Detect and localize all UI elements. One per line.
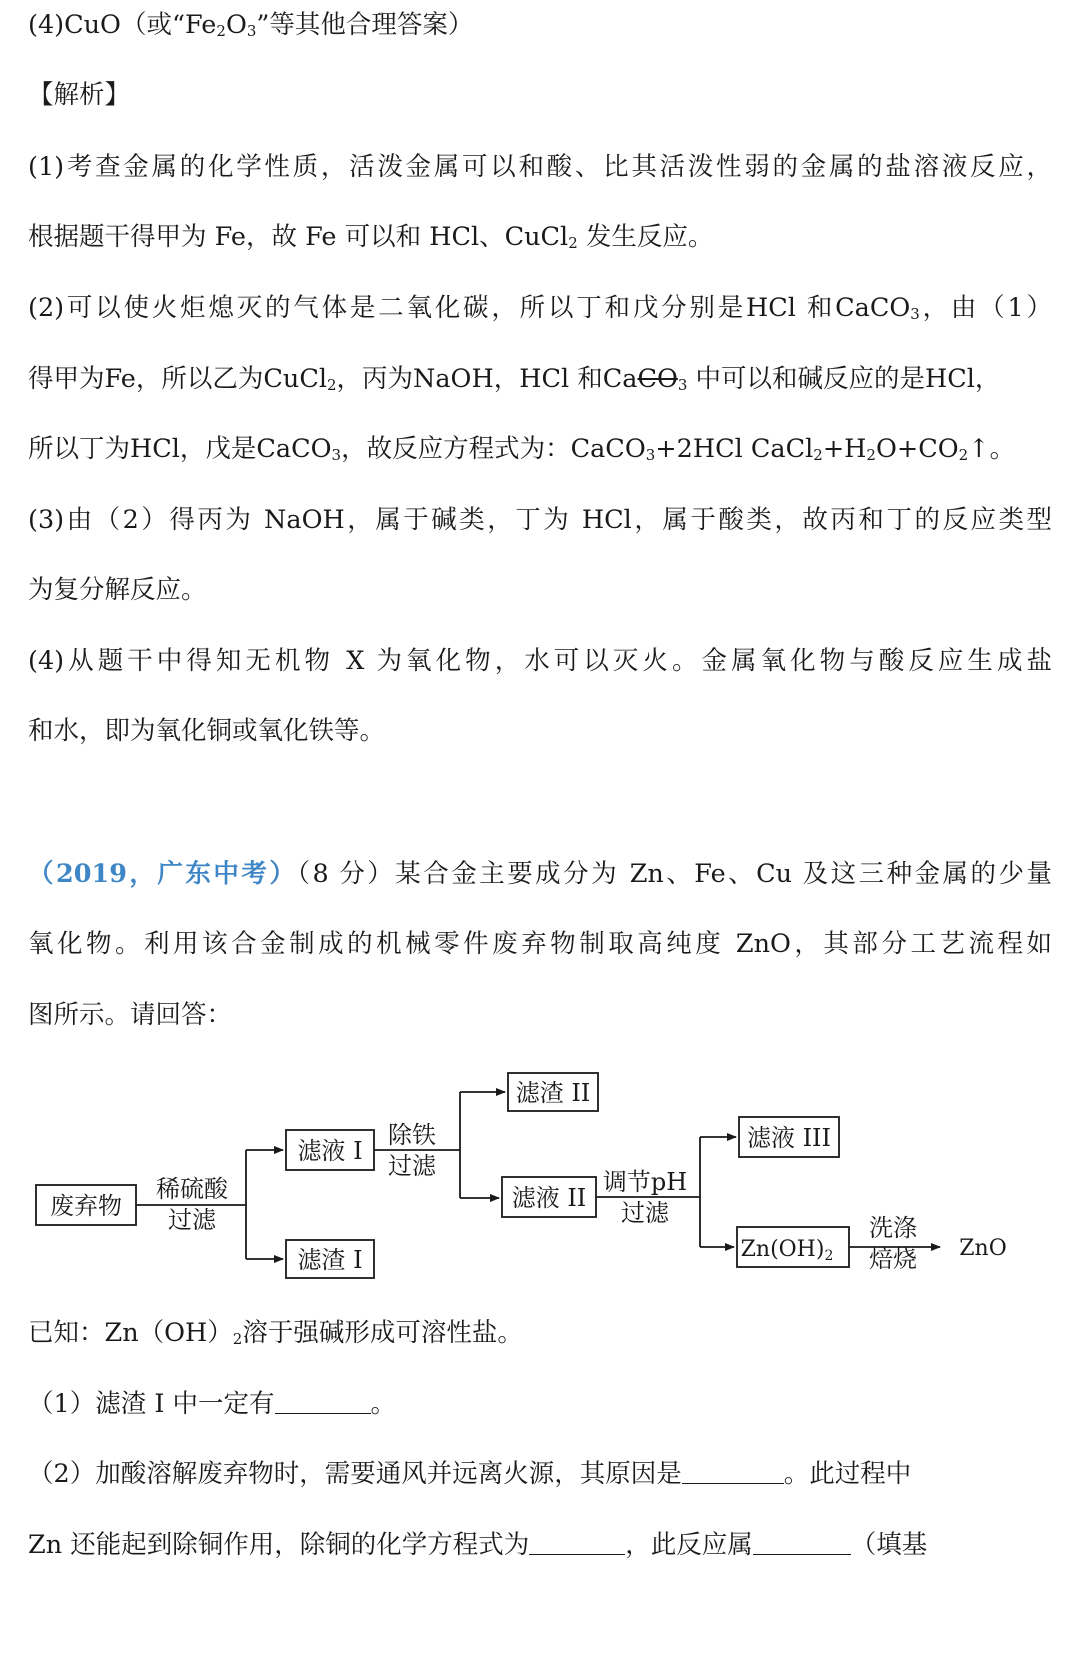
zn-oh2-label: Zn(OH)2 — [740, 1237, 834, 1264]
analysis-text: ，丙为NaOH，HCl 和Ca — [336, 364, 638, 394]
analysis-text: 中可以和碱反应的是HCl， — [687, 364, 1001, 394]
step3-action: 调节pH — [602, 1168, 688, 1196]
question-line-1 — [28, 857, 1052, 891]
analysis-line-9: 和水，即为氧化铜或氧化铁等。 — [28, 716, 386, 746]
analysis-line-4 — [28, 362, 1000, 402]
analysis-title: 【解析】 — [28, 80, 131, 110]
analysis-text: 所以丁为HCl，戊是CaCO — [28, 434, 332, 464]
step1-operation: 过滤 — [168, 1206, 216, 1234]
residue1-label: 滤渣 I — [297, 1246, 363, 1274]
question-2-text: Zn 还能起到除铜作用，除铜的化学方程式为 — [28, 1530, 530, 1560]
question-2-text: 。此过程中 — [783, 1459, 912, 1489]
question-text: （8 分）某合金主要成分为 Zn、Fe、Cu 及这三种金属的少量 — [297, 859, 1052, 889]
known-text: 溶于强碱形成可溶性盐。 — [242, 1318, 523, 1348]
filtrate1-label: 滤液 I — [297, 1137, 363, 1165]
subscript: 3 — [246, 22, 257, 40]
residue2-label: 滤渣 II — [515, 1079, 591, 1107]
analysis-line-1: (1)考查金属的化学性质，活泼金属可以和酸、比其活泼性弱的金属的盐溶液反应， — [28, 152, 1052, 182]
question-line-2: 氧化物。利用该合金制成的机械零件废弃物制取高纯度 ZnO，其部分工艺流程如 — [28, 929, 1052, 959]
analysis-text: O+CO — [875, 434, 959, 464]
analysis-text: 发生反应。 — [577, 222, 714, 252]
filtrate3-label: 滤液 III — [746, 1124, 832, 1152]
question-2-line-1 — [28, 1457, 911, 1491]
analysis-line-7: 为复分解反应。 — [28, 575, 207, 605]
analysis-text: 根据题干得甲为 Fe，故 Fe 可以和 HCl、CuCl — [28, 222, 569, 252]
question-2-text: （填基 — [850, 1530, 928, 1560]
known-text: 已知：Zn（OH） — [28, 1318, 233, 1348]
answer-blank[interactable] — [682, 1459, 784, 1484]
analysis-text: ，故反应方程式为：CaCO — [341, 434, 646, 464]
analysis-text: 得甲为Fe，所以乙为CuCl — [28, 364, 327, 394]
step4-operation: 焙烧 — [869, 1245, 917, 1273]
subscript: 3 — [677, 376, 688, 394]
analysis-text: (2)可以使火炬熄灭的气体是二氧化碳，所以丁和戊分别是HCl 和CaCO — [28, 293, 911, 323]
step2-action: 除铁 — [388, 1121, 436, 1149]
product-label: ZnO — [959, 1236, 1007, 1261]
step1-reagent: 稀硫酸 — [156, 1175, 228, 1203]
question-line-3: 图所示。请回答： — [28, 1000, 233, 1030]
known-note — [28, 1316, 523, 1356]
analysis-line-2 — [28, 220, 713, 260]
analysis-text: +2HCl CaCl — [655, 434, 814, 464]
question-1-text: 。 — [370, 1389, 397, 1419]
subscript: 2 — [958, 446, 969, 464]
step2-operation: 过滤 — [388, 1152, 436, 1180]
answer-blank[interactable] — [529, 1530, 625, 1555]
answer-4-text: (4)CuO（或“Fe — [28, 10, 217, 40]
subscript: 2 — [232, 1330, 243, 1348]
answer-4-line — [28, 8, 473, 48]
answer-blank[interactable] — [753, 1530, 851, 1555]
subscript: 2 — [813, 446, 823, 464]
step4-action: 洗涤 — [869, 1214, 917, 1242]
subscript: 3 — [910, 305, 920, 323]
answer-4-text: ”等其他合理答案） — [256, 10, 474, 40]
struck-text: CO — [637, 364, 678, 394]
analysis-line-3 — [28, 291, 1052, 331]
question-1-text: （1）滤渣 I 中一定有 — [28, 1389, 275, 1419]
answer-blank[interactable] — [275, 1389, 371, 1414]
subscript: 2 — [216, 22, 226, 40]
question-2-text: （2）加酸溶解废弃物时，需要通风并远离火源，其原因是 — [28, 1459, 682, 1489]
question-source: （2019，广东中考） — [28, 859, 298, 889]
analysis-line-8: (4)从题干中得知无机物 X 为氧化物，水可以灭火。金属氧化物与酸反应生成盐 — [28, 646, 1052, 676]
analysis-text: ↑。 — [968, 434, 1016, 464]
analysis-line-5 — [28, 432, 1015, 472]
subscript: 2 — [327, 376, 337, 394]
analysis-text: ，由（1） — [919, 293, 1052, 323]
analysis-line-6: (3)由（2）得丙为 NaOH，属于碱类，丁为 HCl，属于酸类，故丙和丁的反应类型 — [28, 505, 1052, 535]
subscript: 2 — [866, 446, 876, 464]
filtrate2-label: 滤液 II — [511, 1184, 587, 1212]
question-1 — [28, 1387, 396, 1421]
subscript: 3 — [645, 446, 656, 464]
analysis-text: +H — [822, 434, 867, 464]
subscript: 2 — [568, 234, 578, 252]
waste-label: 废弃物 — [50, 1192, 122, 1220]
subscript: 3 — [331, 446, 342, 464]
step3-operation: 过滤 — [621, 1199, 669, 1227]
process-flow-diagram — [0, 1060, 1080, 1300]
question-2-line-2 — [28, 1528, 927, 1562]
question-2-text: ，此反应属 — [625, 1530, 753, 1560]
answer-4-text: O — [225, 10, 247, 40]
